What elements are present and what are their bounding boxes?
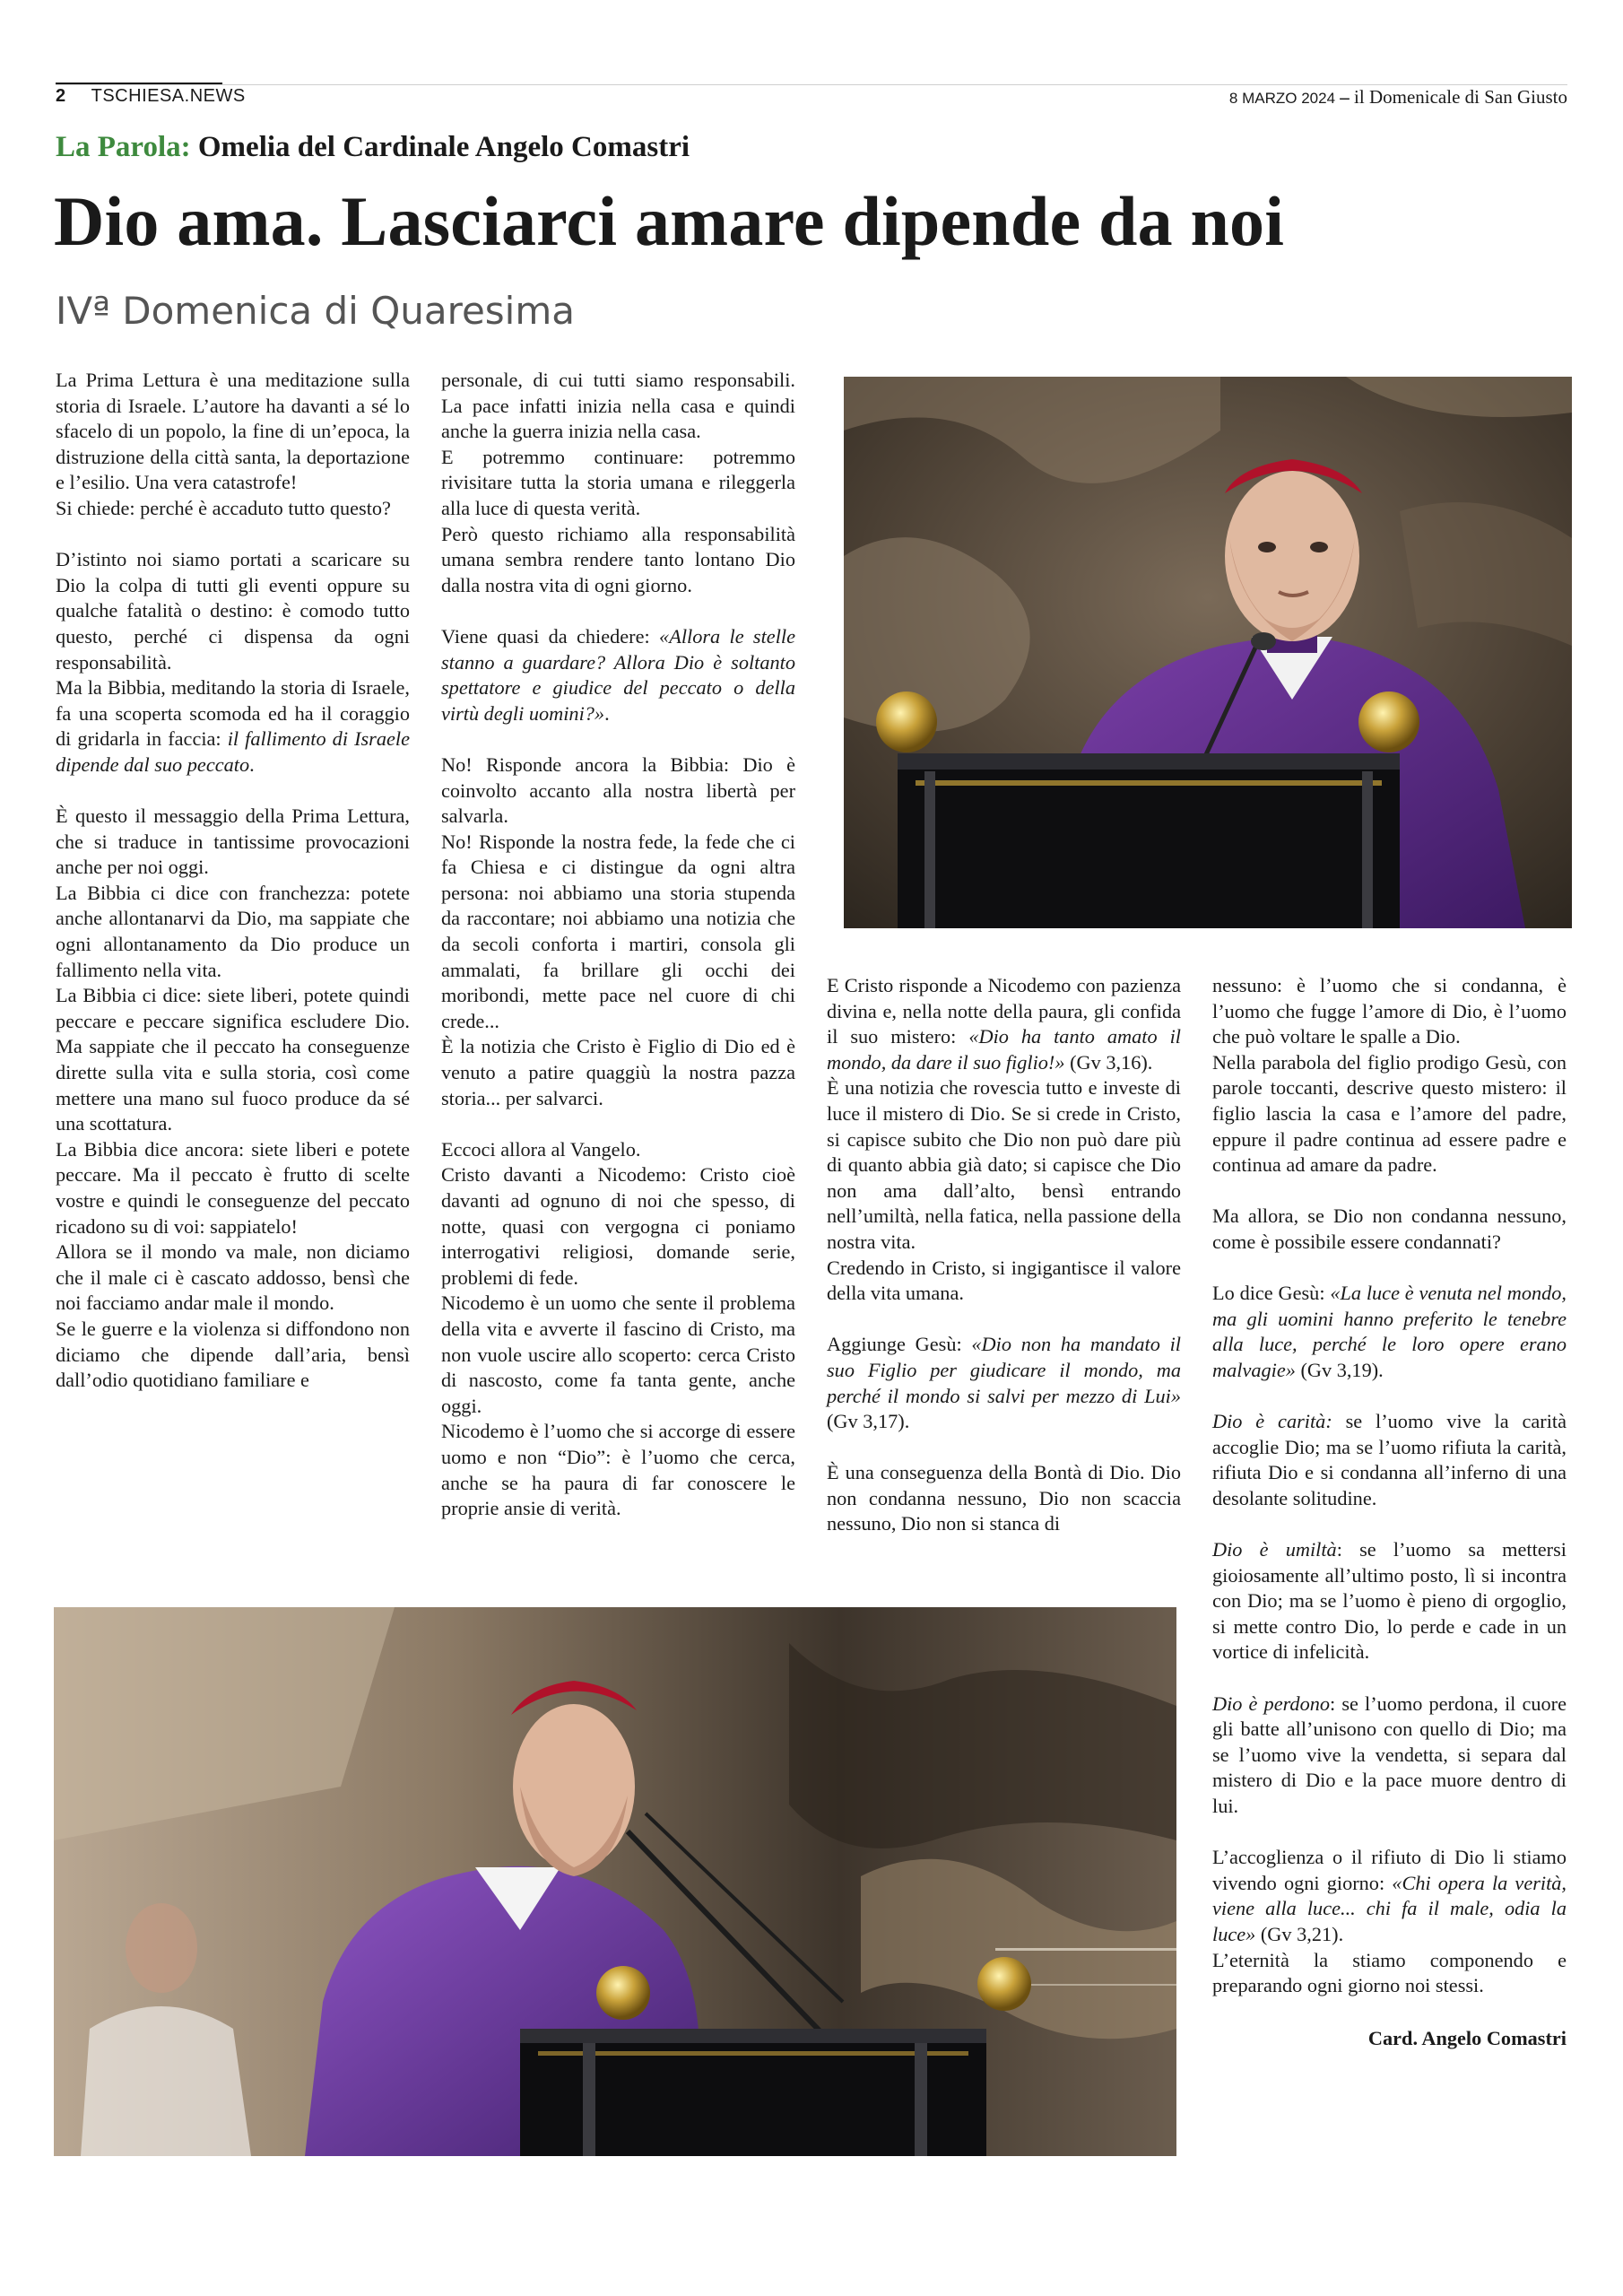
article-column-4 [1212, 973, 1567, 2051]
quote-text: «Chi opera la verità, viene alla luce... chi fa il male, odia la luce» [1212, 1871, 1567, 1945]
paragraph [1212, 1692, 1567, 1820]
text-run: Lo dice Gesù: [1212, 1282, 1331, 1305]
article-kicker [56, 131, 690, 164]
quote-text: «Allora le stelle stanno a guardare? Allora Dio è soltanto spettatore e giudice del peccato o della virtù degli uomini?» [441, 624, 795, 725]
paragraph [1212, 1537, 1567, 1665]
paragraph: La Bibbia dice ancora: siete liberi e potete peccare. Ma il peccato è frutto di scelte vostre e quindi le conseguenze del peccato ricadono su di voi: sappiatelo! [56, 1137, 410, 1238]
paragraph: La Prima Lettura è una meditazione sulla storia di Israele. L’autore ha davanti a sé lo sfacelo di un popolo, la fine di un’epoca, la distruzione della città santa, la deportazione e l’esilio. Una vera catastrofe! [56, 369, 410, 494]
paragraph: No! Risponde la nostra fede, la fede che ci fa Chiesa e ci distingue da ogni altra persona: noi abbiamo una storia stupenda da raccontare; noi abbiamo una notizia che da secoli conforta i martiri, consola gli ammalati, fa brillare gli occhi dei moribondi, mette pace nel cuore di chi crede... [441, 830, 795, 1032]
emphasis-text: il fallimento di Israele dipende dal suo peccato [56, 727, 411, 776]
author-signature: Card. Angelo Comastri [1367, 2026, 1567, 2049]
paragraph: Credendo in Cristo, si ingigantisce il valore della vita umana. [827, 1256, 1181, 1305]
site-name[interactable]: TSCHIESA.NEWS [91, 86, 246, 106]
paragraph: Eccoci allora al Vangelo. [441, 1137, 641, 1161]
paragraph: L’eternità la stiamo componendo e preparando ogni giorno noi stessi. [1212, 1948, 1567, 1997]
page-header-right [1229, 86, 1567, 109]
paragraph: Però questo richiamo alla responsabilità umana sembra rendere tanto lontano Dio dalla nostra vita di ogni giorno. [441, 522, 795, 596]
cardinal-preaching-illustration [54, 1607, 1176, 2156]
text-run: E Cristo risponde a Nicodemo con pazienza divina e, nella notte della paura, gli confida il suo mistero: [827, 974, 1181, 1048]
article-subtitle: IVª Domenica di Quaresima [56, 289, 575, 333]
paragraph: personale, di cui tutti siamo responsabili. La pace infatti inizia nella casa e quindi anche la guerra inizia nella casa. [441, 369, 795, 443]
paragraph: Ma la Bibbia, meditando la storia di Israele, fa una scoperta scomoda ed ha il coraggio di gridarla in faccia: il fallimento di Israele dipende dal suo peccato. [56, 676, 411, 776]
paragraph: Cristo davanti a Nicodemo: Cristo cioè davanti ad ognuno di noi che spesso, di notte, quasi con vergogna ci poniamo interrogativi religiosi, domande serie, problemi di fede. [441, 1163, 795, 1289]
paragraph: Viene quasi da chiedere: «Allora le stelle stanno a guardare? Allora Dio è soltanto spettatore e giudice del peccato o della virtù degli uomini?». [441, 624, 795, 725]
issue-date: 8 MARZO 2024 [1228, 90, 1336, 107]
kicker-text: Omelia del Cardinale Angelo Comastri [197, 131, 690, 163]
article-column-3 [827, 973, 1181, 1537]
text-run: Ma la Bibbia, meditando la storia di Israele, fa una scoperta scomoda ed ha il coraggio di gridarla in faccia: [56, 676, 410, 751]
paragraph: Ma allora, se Dio non condanna nessuno, come è possibile essere condannati? [1212, 1205, 1567, 1253]
paragraph: È la notizia che Cristo è Figlio di Dio ed è venuto a patire quaggiù la nostra pazza storia... per salvarci. [441, 1035, 795, 1109]
paragraph: È una notizia che rovescia tutto e investe di luce il mistero di Dio. Se si crede in Cristo, si capisce subito che Dio non può dare più di quanto abbia già dato; si capisce che Dio non ama dall’alto, bensì entrando nell’umiltà, nella fatica, nella passione della nostra vita. [827, 1076, 1181, 1253]
paragraph: Nella parabola del figlio prodigo Gesù, con parole toccanti, descrive questo mistero: il figlio lascia la casa e l’amore del padre, eppure il padre continua ad essere padre e continua ad amare da padre. [1212, 1050, 1567, 1177]
text-run: Aggiunge Gesù: [827, 1333, 972, 1356]
paragraph: È questo il messaggio della Prima Lettura, che si traduce in tantissime provocazioni anche per noi oggi. [56, 804, 410, 879]
publication-name: il Domenicale di San Giusto [1354, 86, 1567, 108]
header-rule [56, 84, 1567, 85]
text-run: : se l’uomo perdona, il cuore gli batte all’unisono con quello di Dio; ma se l’uomo vive la vendetta, si separa dal mistero di Dio e la pace muore dentro di lui. [1212, 1692, 1567, 1817]
section-label: La Parola: [56, 131, 191, 163]
paragraph: Nicodemo è l’uomo che si accorge di essere uomo e non “Dio”: è l’uomo che cerca, anche se ha paura di far conoscere le proprie ansie di verità. [441, 1420, 795, 1520]
paragraph: No! Risponde ancora la Bibbia: Dio è coinvolto accanto alla nostra libertà per salvarla. [441, 752, 795, 828]
cardinal-portrait-illustration [844, 377, 1572, 928]
citation: (Gv 3,17). [827, 1410, 910, 1433]
citation: (Gv 3,16). [1064, 1050, 1153, 1074]
paragraph: La Bibbia ci dice: siete liberi, potete quindi peccare e peccare significa escludere Dio. Ma sappiate che il peccato ha conseguenze dirette sulla vita e sulla storia, così come mettere una mano sul fuoco produce da sé una scottatura. [56, 984, 410, 1135]
quote-text: «Dio non ha mandato il suo Figlio per giudicare il mondo, ma perché il mondo si salvi per mezzo di Lui» [827, 1333, 1182, 1407]
emphasis-text: Dio è carità: [1212, 1410, 1332, 1433]
citation: (Gv 3,21). [1255, 1922, 1344, 1945]
paragraph: Allora se il mondo va male, non diciamo che il male ci è cascato addosso, bensì che noi facciamo andar male il mondo. [56, 1240, 410, 1315]
text-run: L’accoglienza o il rifiuto di Dio li stiamo vivendo ogni giorno: [1212, 1846, 1567, 1894]
text-run: : se l’uomo sa mettersi gioiosamente all’ultimo posto, lì si incontra con Dio; ma se l’uomo è pieno di orgoglio, si mette contro Dio, lo perde e cade in un vortice di infelicità. [1212, 1538, 1567, 1664]
text-run: se l’uomo vive la carità accoglie Dio; ma se l’uomo rifiuta la carità, rifiuta Dio e si condanna all’inferno di una desolante solitudine. [1212, 1410, 1567, 1509]
paragraph: È una conseguenza della Bontà di Dio. Dio non condanna nessuno, Dio non scaccia nessuno, Dio non si stanca di [827, 1461, 1181, 1535]
paragraph: Se le guerre e la violenza si diffondono non diciamo che dipende dall’aria, bensì dall’odio quotidiano familiare e [56, 1317, 410, 1392]
paragraph: Si chiede: perché è accaduto tutto questo? [56, 496, 391, 519]
emphasis-text: Dio è perdono [1212, 1692, 1331, 1715]
paragraph: Nicodemo è un uomo che sente il problema della vita e avverte il fascino di Cristo, ma non vuole uscire allo scoperto: cerca Cristo di nascosto, come fa tanta gente, anche oggi. [441, 1292, 795, 1417]
quote-text: «Dio ha tanto amato il mondo, da dare il suo figlio!» [827, 1025, 1181, 1074]
quote-text: «La luce è venuta nel mondo, ma gli uomini hanno preferito le tenebre alla luce, perché le loro opere erano malvagie» [1212, 1282, 1567, 1381]
paragraph [1212, 1281, 1567, 1383]
emphasis-text: Dio è umiltà [1212, 1538, 1337, 1561]
cardinal-preaching-photo [54, 1607, 1176, 2156]
paragraph: nessuno: è l’uomo che si condanna, è l’uomo che fugge l’amore di Dio, è l’uomo che può voltare le spalle a Dio. [1212, 974, 1567, 1048]
paragraph [1212, 1409, 1567, 1511]
page-number: 2 [56, 86, 66, 106]
article-title: Dio ama. Lasciarci amare dipende da noi [54, 182, 1285, 260]
paragraph: D’istinto noi siamo portati a scaricare su Dio la colpa di tutti gli eventi oppure su qualche fatalità o destino: è comodo tutto questo, perché ci dispensa da ogni responsabilità. [56, 548, 410, 674]
paragraph [1212, 1845, 1567, 1947]
page-header-left [56, 86, 246, 107]
cardinal-portrait-photo [844, 377, 1572, 928]
paragraph: E potremmo continuare: potremmo rivisitare tutta la storia umana e rileggerla alla luce di questa verità. [441, 445, 795, 519]
citation: (Gv 3,19). [1295, 1358, 1384, 1381]
article-column-1 [56, 368, 410, 1394]
paragraph: La Bibbia ci dice con franchezza: potete anche allontanarvi da Dio, ma sappiate che ogni allontanamento da Dio produce un fallimento nella vita. [56, 881, 410, 981]
text-run: Viene quasi da chiedere: [441, 624, 660, 648]
paragraph [827, 1332, 1181, 1434]
paragraph [827, 973, 1181, 1075]
header-separator: – [1335, 86, 1355, 108]
article-column-2 [441, 368, 795, 1522]
